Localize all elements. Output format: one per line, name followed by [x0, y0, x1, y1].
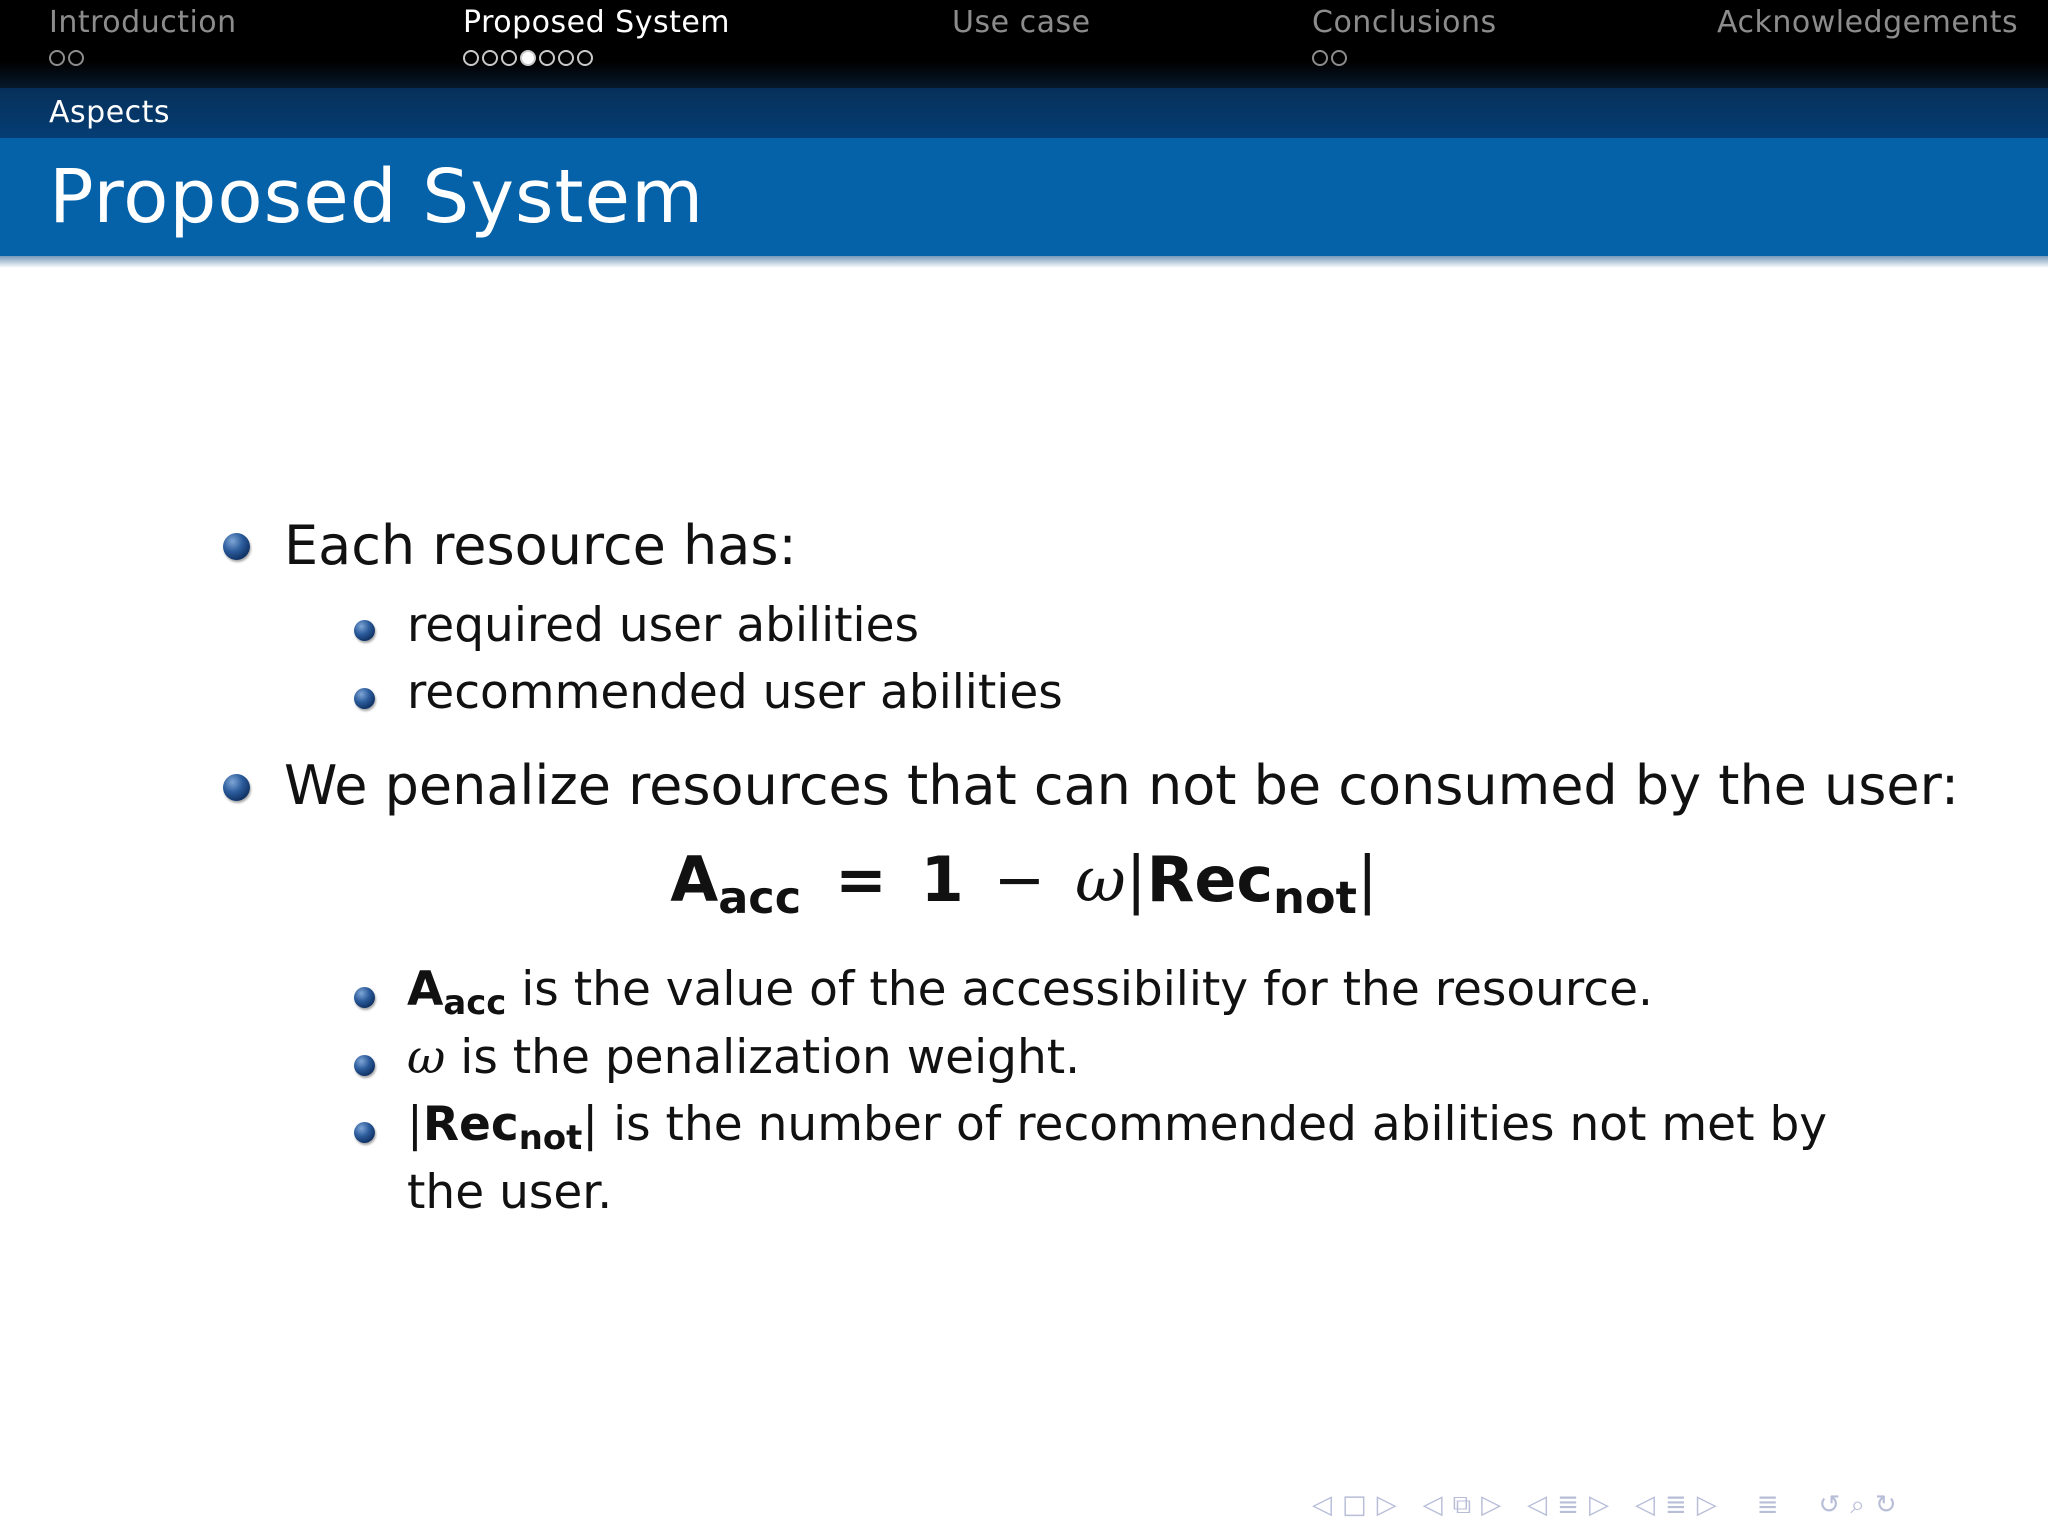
def-symbol: A: [407, 962, 444, 1017]
prev-subsection-icon[interactable]: ◁: [1527, 1490, 1548, 1520]
formula-equals: =: [834, 843, 887, 916]
nav-label[interactable]: Conclusions: [1312, 5, 1497, 40]
bullet-item: We penalize resources that can not be consumed by the user:: [284, 754, 1960, 817]
definition-item-aacc: [407, 961, 1653, 1023]
nav-label[interactable]: Introduction: [49, 5, 237, 40]
def-abs-open: |: [407, 1097, 423, 1152]
bullet-icon: [354, 688, 375, 709]
section-icon[interactable]: ≣: [1664, 1490, 1687, 1520]
search-icon[interactable]: ⌕: [1850, 1489, 1865, 1520]
formula-one: 1: [920, 843, 964, 916]
beamer-navigation-symbols: [1312, 1488, 2032, 1522]
next-subsection-icon[interactable]: ▷: [1588, 1490, 1609, 1520]
def-symbol: ω: [407, 1030, 446, 1085]
forward-icon[interactable]: ↻: [1874, 1490, 1897, 1520]
subsection-label[interactable]: Aspects: [49, 95, 171, 130]
next-frame-icon[interactable]: ▷: [1481, 1490, 1502, 1520]
definition-item-omega: [407, 1029, 1080, 1087]
frame-title: Proposed System: [49, 154, 705, 240]
slide-icon[interactable]: □: [1342, 1490, 1367, 1520]
formula-lhs-subscript: acc: [718, 872, 802, 925]
bullet-icon: [354, 620, 375, 641]
def-text: is the number of recommended abilities not met by: [598, 1097, 1828, 1152]
bullet-icon: [354, 1122, 375, 1143]
prev-section-icon[interactable]: ◁: [1634, 1490, 1655, 1520]
prev-slide-icon[interactable]: ◁: [1312, 1490, 1332, 1520]
definition-item-recnot-continued: the user.: [407, 1165, 613, 1220]
def-subscript: not: [518, 1118, 583, 1158]
formula-abs-open: |: [1125, 843, 1147, 916]
nav-label[interactable]: Use case: [952, 5, 1091, 40]
accessibility-formula: [0, 840, 2048, 926]
nav-label[interactable]: Proposed System: [463, 5, 731, 40]
document-icon[interactable]: ≣: [1756, 1490, 1779, 1520]
bullet-icon: [223, 533, 250, 560]
formula-rec: Rec: [1146, 843, 1274, 916]
bullet-icon: [223, 774, 250, 801]
def-text: is the penalization weight.: [445, 1030, 1081, 1085]
bullet-icon: [354, 987, 375, 1008]
next-section-icon[interactable]: ▷: [1696, 1490, 1717, 1520]
definition-item-recnot: [407, 1096, 1827, 1158]
back-icon[interactable]: ↺: [1818, 1490, 1841, 1520]
formula-lhs: A: [670, 843, 719, 916]
def-symbol: Rec: [422, 1097, 519, 1152]
sub-bullet-item: required user abilities: [407, 598, 920, 653]
prev-frame-icon[interactable]: ◁: [1422, 1490, 1443, 1520]
frame-icon[interactable]: ⧉: [1452, 1489, 1472, 1520]
bullet-item: Each resource has:: [284, 514, 797, 577]
next-slide-icon[interactable]: ▷: [1376, 1490, 1397, 1520]
formula-minus: −: [993, 843, 1046, 916]
sub-bullet-item: recommended user abilities: [407, 665, 1063, 720]
formula-rec-subscript: not: [1273, 872, 1357, 925]
formula-omega: ω: [1075, 843, 1126, 916]
def-text: is the value of the accessibility for the resource.: [506, 962, 1653, 1017]
formula-abs-close: |: [1356, 843, 1378, 916]
def-subscript: acc: [443, 983, 507, 1023]
nav-label[interactable]: Acknowledgements: [1717, 5, 2019, 40]
def-abs-close: |: [582, 1097, 599, 1152]
subsection-icon[interactable]: ≣: [1557, 1490, 1579, 1520]
bullet-icon: [354, 1055, 375, 1076]
